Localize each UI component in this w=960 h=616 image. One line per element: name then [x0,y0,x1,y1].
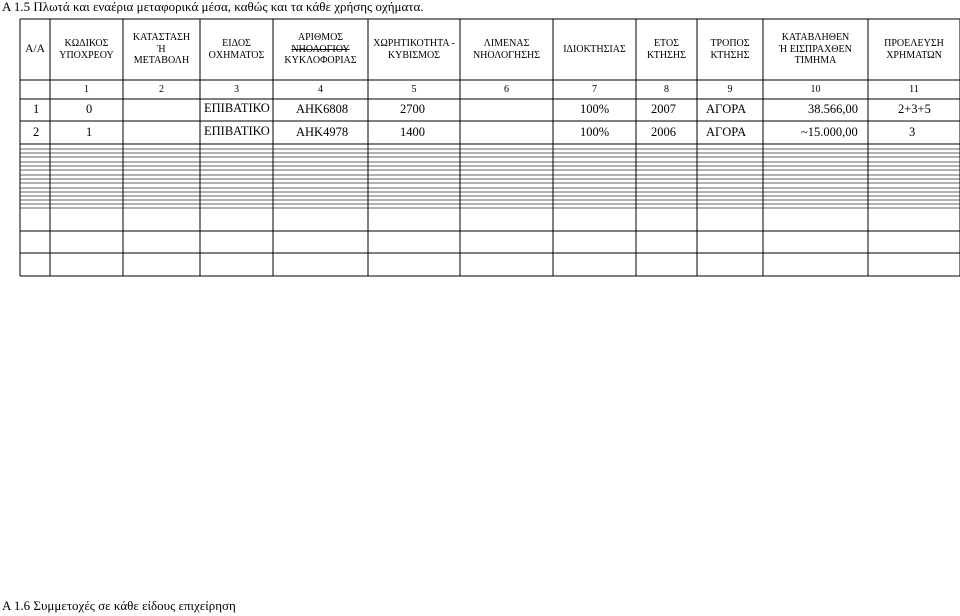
column-number: 9 [727,84,733,95]
header-number [273,19,368,80]
header-funds-origin: ΠΡΟΕΛΕΥΣΗ ΧΡΗΜΑΤΩΝ [884,38,944,61]
column-number: 10 [810,84,821,95]
table-cell: 2007 [651,102,676,116]
header-price: ΚΑΤΑΒΛΗΘΕΝ Ή ΕΙΣΠΡΑΧΘΕΝ ΤΙΜΗΜΑ [779,32,852,67]
header-port: ΛΙΜΕΝΑΣ ΝΗΟΛΟΓΗΣΗΣ [472,38,541,61]
table-cell: ΕΠΙΒΑΤΙΚΟ [204,101,270,115]
table-cell: 100% [580,102,610,116]
column-number: 11 [909,84,919,95]
column-number: 5 [411,84,417,95]
table-cell: 1 [86,125,93,139]
table-cell: 2700 [400,102,425,116]
column-number: 7 [592,84,597,95]
header-number-line3: ΚΥΚΛΟΦΟΡΙΑΣ [284,55,357,67]
header-capacity: ΧΩΡΗΤΙΚΟΤΗΤΑ - ΚΥΒΙΣΜΟΣ [373,38,455,61]
table-cell: ΑΓΟΡΑ [706,125,747,139]
table-cell: ΑΗΚ4978 [296,125,349,139]
header-vehicle-type: ΕΙΔΟΣ ΟΧΗΜΑΤΟΣ [208,38,265,61]
header-acquisition-method: ΤΡΟΠΟΣ ΚΤΗΣΗΣ [710,38,750,61]
table-cell: 3 [909,125,916,139]
table-cell: 1400 [400,125,425,139]
table-cell: 1 [33,102,40,116]
header-status: ΚΑΤΑΣΤΑΣΗ Ή ΜΕΤΑΒΟΛΗ [132,32,191,67]
section-title: Α 1.5 Πλωτά και εναέρια μεταφορικά μέσα, καθώς και τα κάθε χρήσης οχήματα. [2,0,424,14]
column-number: 1 [84,84,89,95]
header-aa: Α/Α [25,42,45,55]
column-number: 4 [318,84,323,95]
header-code: ΚΩΔΙΚΟΣ ΥΠΟΧΡΕΟΥ [59,38,114,61]
header-ownership: ΙΔΙΟΚΤΗΣΙΑΣ [563,43,626,55]
table-cell: 2+3+5 [898,102,931,116]
column-number: 3 [234,84,239,95]
table-cell: ΑΓΟΡΑ [706,102,747,116]
table-cell: ΑΗΚ6808 [296,102,349,116]
header-year: ΕΤΟΣ ΚΤΗΣΗΣ [647,38,686,61]
table-cell: 2006 [651,125,676,139]
column-number: 8 [664,84,669,95]
table-cell: 0 [86,102,93,116]
table-cell: ΕΠΙΒΑΤΙΚΟ [204,124,270,138]
header-number-line1: ΑΡΙΘΜΟΣ [297,32,344,44]
table-cell: 100% [580,125,610,139]
column-number: 2 [159,84,164,95]
table-cell: ~15.000,00 [801,125,858,139]
header-number-struck: ΝΗΟΛΟΓΙΟΥ [291,43,350,55]
table-cell: 2 [33,125,40,139]
column-number: 6 [504,84,509,95]
next-section-title: Α 1.6 Συμμετοχές σε κάθε είδους επιχείρηση [2,598,236,613]
table-cell: 38.566,00 [808,102,858,116]
